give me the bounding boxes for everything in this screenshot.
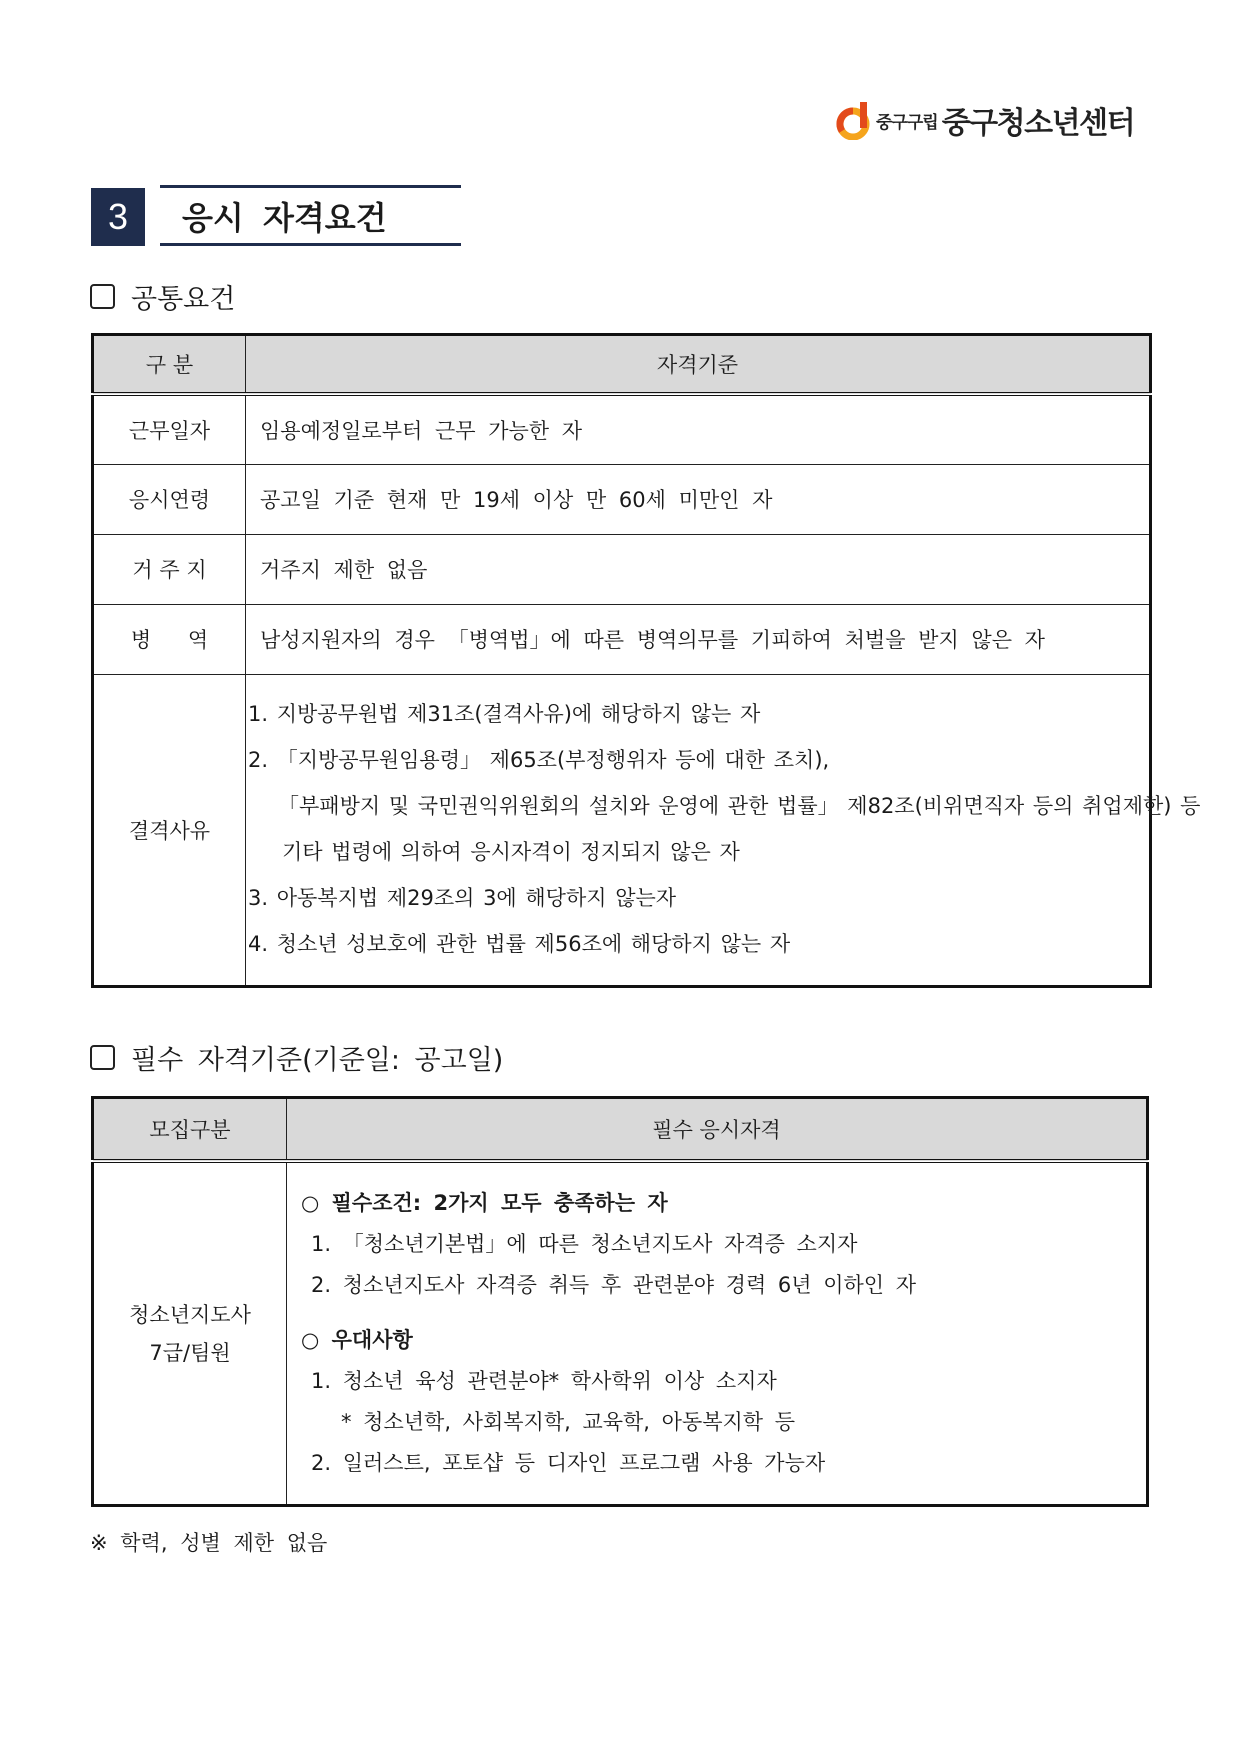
logo-big-text: 중구청소년센터 bbox=[941, 106, 1135, 141]
table-row bbox=[93, 534, 1151, 604]
list-item: 2. 일러스트, 포토샵 등 디자인 프로그램 사용 가능자 bbox=[311, 1451, 826, 1475]
list-item: 2. 「지방공무원임용령」 제65조(부정행위자 등에 대한 조치), bbox=[248, 747, 830, 772]
list-item: 기타 법령에 의하여 응시자격이 정지되지 않은 자 bbox=[282, 839, 740, 864]
checkbox-icon bbox=[90, 284, 115, 309]
preferred-heading: ○ 우대사항 bbox=[301, 1328, 413, 1352]
position-cell bbox=[93, 1161, 287, 1506]
list-item: 「부패방지 및 국민권익위원회의 설치와 운영에 관한 법률」 제82조(비위면직자 등의 취업제한) 등 bbox=[278, 793, 1201, 818]
header-logo bbox=[836, 98, 1134, 142]
common-requirements-table bbox=[91, 333, 1201, 988]
required-qualification-table bbox=[91, 1096, 1149, 1507]
col-header-required: 필수 응시자격 bbox=[287, 1098, 1148, 1162]
list-note: * 청소년학, 사회복지학, 교육학, 아동복지학 등 bbox=[341, 1410, 796, 1434]
row-value: 거주지 제한 없음 bbox=[246, 534, 1151, 604]
table-row bbox=[93, 604, 1151, 674]
disqualification-list bbox=[246, 674, 1201, 986]
list-item: 1. 「청소년기본법」에 따른 청소년지도사 자격증 소지자 bbox=[311, 1232, 858, 1256]
checkbox-icon bbox=[90, 1045, 115, 1070]
footnote: ※ 학력, 성별 제한 없음 bbox=[90, 1531, 328, 1555]
row-label: 응시연령 bbox=[93, 464, 246, 534]
table-row bbox=[93, 1161, 1148, 1506]
row-label: 거 주 지 bbox=[93, 534, 246, 604]
col-header-recruit: 모집구분 bbox=[93, 1098, 287, 1162]
list-item: 1. 청소년 육성 관련분야* 학사학위 이상 소지자 bbox=[311, 1369, 777, 1393]
row-value: 임용예정일로부터 근무 가능한 자 bbox=[246, 394, 1151, 464]
table-header-row bbox=[93, 1098, 1148, 1162]
list-item: 3. 아동복지법 제29조의 3에 해당하지 않는자 bbox=[248, 885, 677, 910]
position-grade: 7급/팀원 bbox=[149, 1340, 231, 1365]
section-number: 3 bbox=[91, 188, 145, 246]
col-header-category: 구 분 bbox=[93, 335, 246, 395]
table-row bbox=[93, 464, 1151, 534]
position-title: 청소년지도사 bbox=[129, 1302, 251, 1327]
row-label: 병 역 bbox=[93, 604, 246, 674]
list-item: 2. 청소년지도사 자격증 취득 후 관련분야 경력 6년 이하인 자 bbox=[311, 1273, 917, 1297]
table-row-disqualification bbox=[93, 674, 1151, 986]
col-header-criteria: 자격기준 bbox=[246, 335, 1151, 395]
logo-small-text: 중구구립 bbox=[876, 112, 938, 133]
row-value: 공고일 기준 현재 만 19세 이상 만 60세 미만인 자 bbox=[246, 464, 1151, 534]
required-heading bbox=[90, 1038, 503, 1077]
table-header-row bbox=[93, 335, 1151, 395]
section-title: 응시 자격요건 bbox=[160, 185, 461, 246]
list-item: 4. 청소년 성보호에 관한 법률 제56조에 해당하지 않는 자 bbox=[248, 931, 791, 956]
required-heading-text: 필수 자격기준(기준일: 공고일) bbox=[131, 1045, 504, 1076]
mandatory-heading: ○ 필수조건: 2가지 모두 충족하는 자 bbox=[301, 1191, 668, 1215]
row-value: 남성지원자의 경우 「병역법」에 따른 병역의무를 기피하여 처벌을 받지 않은 자 bbox=[246, 604, 1151, 674]
requirements-cell bbox=[287, 1161, 1148, 1506]
list-item: 1. 지방공무원법 제31조(결격사유)에 해당하지 않는 자 bbox=[248, 701, 761, 726]
table-row bbox=[93, 394, 1151, 464]
common-heading bbox=[90, 277, 235, 316]
common-heading-text: 공통요건 bbox=[131, 284, 236, 315]
row-label: 근무일자 bbox=[93, 394, 246, 464]
row-label: 결격사유 bbox=[93, 674, 246, 986]
org-logo-icon bbox=[836, 100, 872, 140]
